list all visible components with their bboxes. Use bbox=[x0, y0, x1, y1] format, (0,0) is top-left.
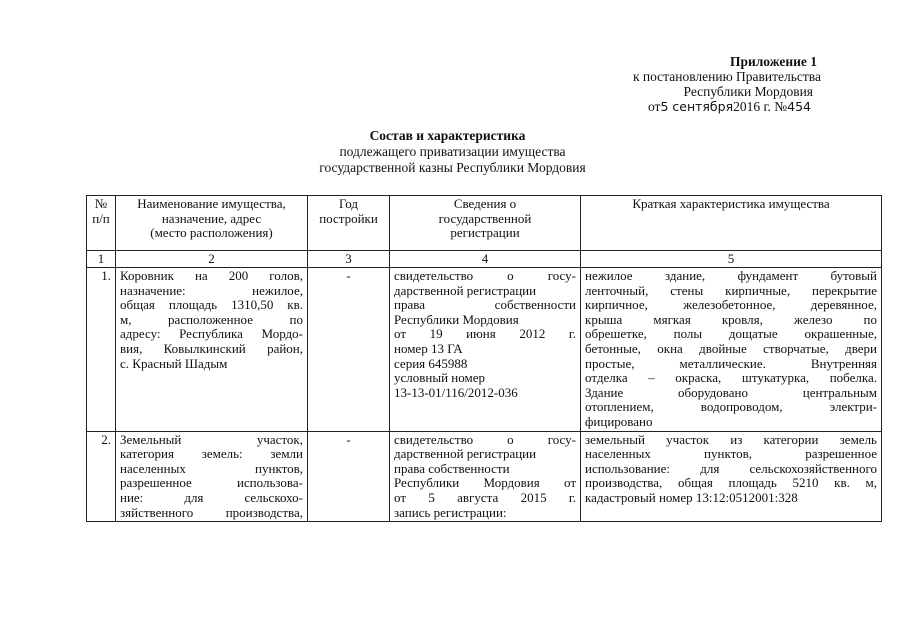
column-number: 2 bbox=[116, 251, 308, 268]
cell-line: Здание оборудовано центральным bbox=[585, 384, 877, 400]
row-number: 1. bbox=[87, 268, 116, 432]
cell-line: дарственной регистрации bbox=[394, 282, 537, 298]
column-number: 5 bbox=[581, 251, 882, 268]
cell-line: запись регистрации: bbox=[394, 504, 507, 520]
cell-line: м, расположенное по bbox=[120, 311, 303, 327]
cell-line: с. Красный Шадым bbox=[120, 355, 228, 371]
cell-line: бетонные, окна двойные створчатые, двери bbox=[585, 340, 877, 356]
cell-line: нежилое здание, фундамент бутовый bbox=[585, 268, 877, 283]
cell-line: дарственной регистрации bbox=[394, 446, 537, 462]
cell-line: обрешетке, полы дощатые окрашенные, bbox=[585, 326, 877, 342]
cell-line: кадастровый номер 13:12:0512001:328 bbox=[585, 489, 798, 505]
appendix-date-line bbox=[543, 99, 811, 114]
cell-line: условный номер bbox=[394, 370, 485, 386]
cell-line: крыша мягкая кровля, железо по bbox=[585, 311, 877, 327]
date-print: 2016 г. № bbox=[733, 99, 788, 114]
cell-line: свидетельство о госу- bbox=[394, 431, 576, 447]
header-number: № п/п bbox=[87, 196, 116, 251]
registration-info bbox=[390, 268, 581, 432]
property-name bbox=[116, 431, 308, 522]
cell-line: категория земель: земли bbox=[120, 446, 303, 462]
cell-line: простые, металлические. Внутренняя bbox=[585, 355, 877, 371]
cell-line: использование: для сельскохозяйственного bbox=[585, 460, 877, 476]
table-row bbox=[87, 268, 882, 432]
document-subtitle: подлежащего приватизации имущества bbox=[339, 144, 566, 159]
table-row bbox=[87, 431, 882, 522]
cell-line: адресу: Республика Мордо- bbox=[120, 326, 303, 342]
column-number-row bbox=[87, 251, 882, 268]
cell-line: права собственности bbox=[394, 460, 510, 476]
column-number: 3 bbox=[308, 251, 390, 268]
header-name: Наименование имущества, назначение, адрес (место расположения) bbox=[116, 196, 308, 251]
property-name bbox=[116, 268, 308, 432]
appendix-line: к постановлению Правительства bbox=[632, 69, 821, 84]
cell-line: назначение: нежилое, bbox=[120, 282, 303, 298]
cell-line: общая площадь 1310,50 кв. bbox=[120, 297, 303, 313]
cell-line: отоплением, водопроводом, электри- bbox=[585, 399, 877, 415]
property-table bbox=[86, 195, 882, 522]
cell-line: права собственности bbox=[394, 297, 576, 313]
header-registration: Сведения о государственной регистрации bbox=[390, 196, 581, 251]
document-title: Состав и характеристика bbox=[369, 128, 526, 143]
cell-line: населенных пунктов, bbox=[120, 460, 303, 476]
cell-line: Республики Мордовия bbox=[394, 311, 519, 327]
cell-line: ленточный, стены кирпичные, перекрытие bbox=[585, 282, 877, 298]
row-number: 2. bbox=[87, 431, 116, 522]
column-number: 1 bbox=[87, 251, 116, 268]
construction-year: - bbox=[308, 268, 390, 432]
cell-line: ние: для сельскохо- bbox=[120, 489, 303, 505]
header-description: Краткая характеристика имущества bbox=[581, 196, 882, 251]
cell-line: Республики Мордовия от bbox=[394, 475, 576, 491]
document-subtitle: государственной казны Республики Мордовия bbox=[319, 160, 586, 175]
cell-line: свидетельство о госу- bbox=[394, 268, 576, 283]
cell-line: Коровник на 200 голов, bbox=[120, 268, 303, 283]
appendix-title: Приложение 1 bbox=[729, 54, 817, 69]
header-year: Год постройки bbox=[308, 196, 390, 251]
cell-line: 13-13-01/116/2012-036 bbox=[394, 384, 518, 400]
cell-line: от 19 июня 2012 г. bbox=[394, 326, 576, 342]
cell-line: отделка – окраска, штукатурка, побелка. bbox=[585, 370, 877, 386]
cell-line: Земельный участок, bbox=[120, 431, 303, 447]
cell-line: населенных пунктов, разрешенное bbox=[585, 446, 877, 462]
cell-line: серия 645988 bbox=[394, 355, 468, 371]
cell-line: от 5 августа 2015 г. bbox=[394, 489, 576, 505]
cell-line: зяйственного производства, bbox=[120, 504, 303, 520]
handwritten-number: 454 bbox=[787, 99, 811, 114]
registration-info bbox=[390, 431, 581, 522]
cell-line: вия, Ковылкинский район, bbox=[120, 340, 303, 356]
date-prefix: от bbox=[647, 99, 661, 114]
column-number: 4 bbox=[390, 251, 581, 268]
document-heading bbox=[0, 128, 905, 176]
handwritten-date: 5 сентября bbox=[660, 99, 734, 114]
cell-line: земельный участок из категории земель bbox=[585, 431, 877, 447]
cell-line: кирпичное, железобетонное, деревянное, bbox=[585, 297, 877, 313]
cell-line: номер 13 ГА bbox=[394, 340, 463, 356]
construction-year: - bbox=[308, 431, 390, 522]
cell-line: производства, общая площадь 5210 кв. м, bbox=[585, 475, 877, 491]
appendix-block bbox=[543, 54, 843, 114]
cell-line: разрешенное использова- bbox=[120, 475, 303, 491]
cell-line: фицировано bbox=[585, 413, 653, 429]
property-description bbox=[581, 268, 882, 432]
appendix-line: Республики Мордовия bbox=[683, 84, 813, 99]
property-description bbox=[581, 431, 882, 522]
table-header-row bbox=[87, 196, 882, 251]
